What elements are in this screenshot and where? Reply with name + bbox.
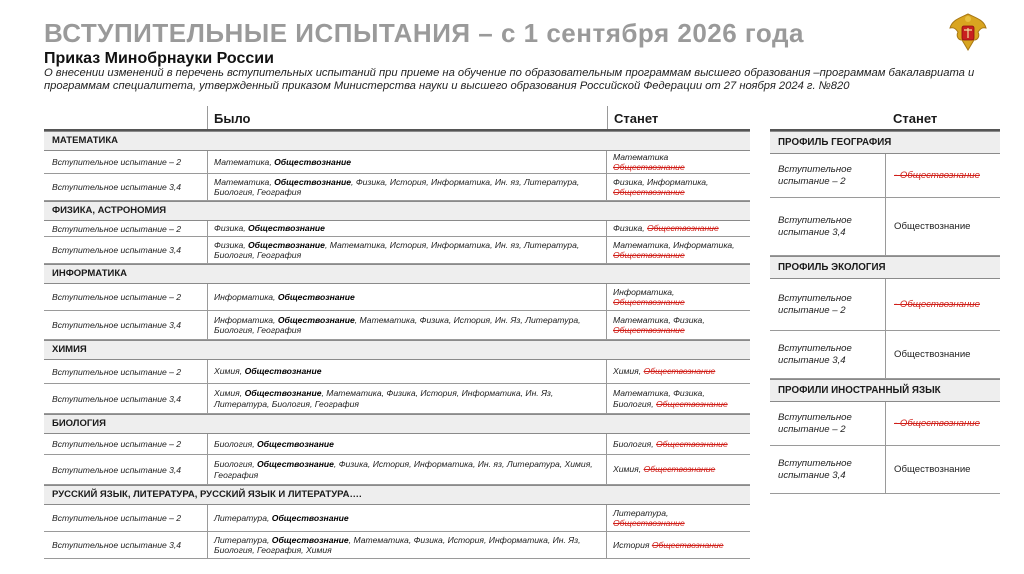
was-cell — [207, 384, 607, 413]
exam-label: Вступительное испытание – 2 — [52, 223, 182, 234]
will-text — [613, 540, 724, 551]
was-text — [214, 177, 600, 198]
will-cell — [607, 151, 750, 173]
exam-label: Вступительное испытание – 2 — [52, 292, 182, 302]
was-subjects: Математика, — [214, 176, 275, 187]
will-removed-subject: Обществознание — [643, 366, 716, 377]
will-cell — [607, 455, 750, 484]
profile-value-cell — [885, 331, 1000, 378]
will-text — [613, 240, 735, 261]
table-row — [44, 384, 750, 414]
will-removed-subject: Обществознание — [613, 297, 685, 307]
column-was: Было — [214, 111, 251, 126]
was-bold-subject: Обществознание — [244, 366, 322, 377]
was-other-subjects: , Математика, История, Информатика, Ин. яз, Литература, Биология, География — [214, 239, 580, 260]
table-row — [44, 221, 750, 237]
exam-label: Вступительное испытание 3,4 — [52, 540, 182, 550]
page-title: ВСТУПИТЕЛЬНЫЕ ИСПЫТАНИЯ – с 1 сентября 2026 года — [44, 18, 804, 48]
was-other-subjects: , Математика, Физика, История, Информатика, Ин. Яз, Биология, География, Химия — [214, 534, 581, 555]
will-subjects: Литература, — [613, 507, 669, 518]
was-bold-subject: Обществознание — [244, 388, 322, 398]
will-text — [613, 315, 705, 336]
profile-value-cell — [885, 198, 1000, 255]
table-row — [44, 532, 750, 559]
will-removed-subject: Обществознание — [647, 223, 719, 234]
was-other-subjects: , Математика, Физика, История, Информатика, Ин. Яз, Литература, Биология, География — [214, 388, 554, 409]
was-subjects: Литература, — [214, 512, 272, 523]
will-subjects: Биология, — [613, 438, 656, 449]
table-row — [44, 455, 750, 485]
will-subjects: Математика — [613, 151, 669, 162]
exam-label: Вступительное испытание 3,4 — [52, 320, 182, 330]
was-other-subjects: , Физика, История, Информатика, Ин. яз, Литература, Биология, География — [214, 176, 580, 197]
will-cell — [607, 221, 750, 236]
was-text — [214, 388, 600, 409]
will-text — [613, 223, 719, 234]
profile-row — [770, 279, 1000, 331]
profile-exam-label: Вступительное испытание – 2 — [778, 412, 852, 435]
exam-label: Вступительное испытание – 2 — [52, 513, 182, 523]
was-text — [214, 535, 600, 556]
will-removed-subject: Обществознание — [613, 325, 685, 335]
section-title: РУССКИЙ ЯЗЫК, ЛИТЕРАТУРА, РУССКИЙ ЯЗЫК И ЛИТЕРАТУРА…. — [44, 485, 750, 505]
will-subjects: Физика, — [613, 223, 647, 234]
profile-value: Обществознание — [894, 349, 971, 360]
will-text — [613, 464, 715, 475]
was-text — [214, 292, 355, 303]
profiles-table-body — [770, 131, 1000, 494]
section-title: ФИЗИКА, АСТРОНОМИЯ — [44, 201, 750, 221]
table-row — [44, 360, 750, 384]
was-cell — [207, 311, 607, 339]
was-cell — [207, 174, 607, 200]
exams-table — [44, 106, 750, 559]
exam-label: Вступительное испытание – 2 — [52, 439, 182, 449]
was-text — [214, 240, 600, 261]
was-bold-subject: Обществознание — [256, 438, 334, 449]
will-subjects: История — [613, 539, 652, 550]
section-title: БИОЛОГИЯ — [44, 414, 750, 434]
was-subjects: Химия, — [214, 366, 245, 377]
table-row — [44, 434, 750, 455]
profile-value: - Обществознание — [894, 299, 980, 310]
exam-label: Вступительное испытание – 2 — [52, 157, 182, 167]
was-subjects: Математика, — [214, 156, 275, 167]
was-text — [214, 439, 334, 450]
was-cell — [207, 532, 607, 558]
will-text — [613, 388, 744, 409]
will-removed-subject: Обществознание — [643, 464, 716, 475]
will-removed-subject: Обществознание — [613, 187, 685, 197]
was-subjects: Биология, — [214, 438, 257, 449]
profile-value-cell — [885, 279, 1000, 330]
was-bold-subject: Обществознание — [256, 459, 334, 469]
was-bold-subject: Обществознание — [248, 239, 325, 250]
profile-section-title: ПРОФИЛИ ИНОСТРАННЫЙ ЯЗЫК — [770, 379, 1000, 402]
will-removed-subject: Обществознание — [613, 518, 685, 528]
will-cell — [607, 384, 750, 413]
profile-value: Обществознание — [894, 464, 971, 475]
table-row — [44, 237, 750, 264]
will-text — [613, 366, 715, 377]
profile-row — [770, 331, 1000, 379]
profile-exam-label: Вступительное испытание – 2 — [778, 164, 852, 187]
profiles-table-header — [770, 106, 1000, 131]
was-subjects: Информатика, — [214, 291, 278, 302]
was-bold-subject: Обществознание — [274, 176, 352, 187]
table-body — [44, 131, 750, 559]
exam-label: Вступительное испытание – 2 — [52, 366, 182, 377]
will-removed-subject: Обществознание — [655, 398, 728, 409]
was-subjects: Информатика, — [214, 314, 278, 325]
will-removed-subject: Обществознание — [613, 250, 685, 260]
was-other-subjects: , Физика, История, Информатика, Ин. яз, Литература, Химия, География — [214, 459, 593, 480]
was-bold-subject: Обществознание — [274, 156, 352, 167]
eagle-emblem-icon — [946, 10, 990, 54]
was-subjects: Литература, — [214, 534, 272, 545]
was-text — [214, 157, 351, 168]
was-bold-subject: Обществознание — [271, 534, 349, 545]
was-subjects: Химия, — [214, 388, 245, 398]
profiles-table — [770, 106, 1000, 494]
profile-row — [770, 402, 1000, 446]
will-cell — [607, 311, 750, 339]
was-cell — [207, 151, 607, 173]
exam-label: Вступительное испытание 3,4 — [52, 245, 182, 255]
profile-section-title: ПРОФИЛЬ ГЕОГРАФИЯ — [770, 131, 1000, 154]
will-text — [613, 508, 685, 529]
table-row — [44, 311, 750, 340]
order-subtitle: Приказ Минобрнауки России — [44, 50, 274, 67]
was-bold-subject: Обществознание — [277, 314, 355, 325]
will-subjects: Химия, — [613, 366, 644, 377]
will-subjects: Информатика, — [613, 286, 675, 297]
profile-value-cell — [885, 446, 1000, 493]
profile-value: - Обществознание — [894, 170, 980, 181]
was-bold-subject: Обществознание — [248, 223, 325, 234]
was-cell — [207, 360, 607, 383]
exam-label: Вступительное испытание 3,4 — [52, 464, 182, 475]
was-cell — [207, 237, 607, 263]
profiles-column-will: Станет — [893, 111, 938, 126]
profile-exam-label: Вступительное испытание – 2 — [778, 293, 852, 316]
will-subjects: Химия, — [613, 464, 644, 475]
was-cell — [207, 455, 607, 484]
table-row — [44, 151, 750, 174]
order-description: О внесении изменений в перечень вступительных испытаний при приеме на обучение по образовательным программам высшего образования –программам бакалавриата и программам специалитета, утвержденный приказом Министерства науки и высшего образования Российской Федерации от 27 ноября 2024 г. №820 — [44, 67, 975, 92]
will-text — [613, 439, 728, 450]
was-text — [214, 223, 325, 234]
will-text — [613, 287, 685, 308]
profile-row — [770, 446, 1000, 494]
profile-exam-label: Вступительное испытание 3,4 — [778, 215, 852, 238]
will-cell — [607, 532, 750, 558]
section-title: МАТЕМАТИКА — [44, 131, 750, 151]
will-cell — [607, 284, 750, 310]
will-subjects: Математика, Физика, — [613, 314, 705, 325]
profile-value: - Обществознание — [894, 418, 980, 429]
section-title: ИНФОРМАТИКА — [44, 264, 750, 284]
will-text — [613, 152, 685, 173]
section-title: ХИМИЯ — [44, 340, 750, 360]
was-text — [214, 315, 600, 336]
table-row — [44, 284, 750, 311]
profile-exam-label: Вступительное испытание 3,4 — [778, 343, 852, 366]
was-subjects: Биология, — [214, 459, 257, 469]
will-removed-subject: Обществознание — [613, 162, 685, 172]
will-cell — [607, 237, 750, 263]
table-row — [44, 174, 750, 201]
profile-row — [770, 154, 1000, 198]
table-row — [44, 505, 750, 532]
will-subjects: Математика, Информатика, — [613, 239, 735, 250]
profile-value: Обществознание — [894, 221, 971, 232]
was-text — [214, 366, 322, 377]
will-subjects: Физика, Информатика, — [613, 176, 709, 187]
was-cell — [207, 221, 607, 236]
profile-value-cell — [885, 154, 1000, 197]
was-text — [214, 459, 600, 480]
profile-row — [770, 198, 1000, 256]
profile-exam-label: Вступительное испытание 3,4 — [778, 458, 852, 481]
will-removed-subject: Обществознание — [655, 438, 728, 449]
table-header — [44, 106, 750, 131]
was-subjects: Физика, — [214, 223, 248, 234]
will-removed-subject: Обществознание — [651, 539, 724, 550]
will-subjects: Математика, Физика, Биология, — [613, 388, 705, 409]
will-text — [613, 177, 708, 198]
will-cell — [607, 360, 750, 383]
was-cell — [207, 434, 607, 454]
profile-value-cell — [885, 402, 1000, 445]
will-cell — [607, 434, 750, 454]
was-other-subjects: , Математика, Физика, История, Ин. Яз, Литература, Биология, География — [214, 314, 581, 335]
profile-section-title: ПРОФИЛЬ ЭКОЛОГИЯ — [770, 256, 1000, 279]
was-text — [214, 513, 349, 524]
was-cell — [207, 284, 607, 310]
was-bold-subject: Обществознание — [277, 291, 355, 302]
exam-label: Вступительное испытание 3,4 — [52, 182, 182, 192]
will-cell — [607, 505, 750, 531]
was-subjects: Физика, — [214, 239, 248, 250]
was-bold-subject: Обществознание — [271, 512, 349, 523]
column-will: Станет — [614, 111, 659, 126]
will-cell — [607, 174, 750, 200]
exam-label: Вступительное испытание 3,4 — [52, 393, 182, 404]
was-cell — [207, 505, 607, 531]
